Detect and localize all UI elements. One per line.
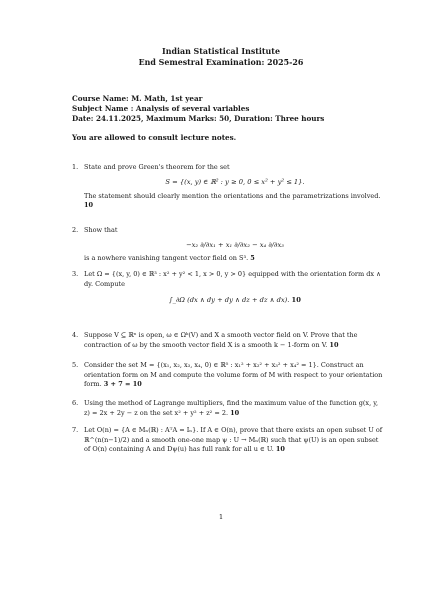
display-math: −x₂ ∂/∂x₁ + x₁ ∂/∂x₂ − x₄ ∂/∂x₃ [186, 240, 284, 249]
question-text: Show that [84, 226, 118, 234]
question-text: Suppose V ⊆ ℝⁿ is open, ω ∈ Ωᵏ(V) and X a smooth vector field on V. Prove that the contraction of ω by the smooth vector field X is a smooth k − 1-form on V. [84, 331, 358, 349]
question-4 [72, 331, 386, 350]
question-marks: 3 + 7 = 10 [103, 380, 142, 389]
question-marks: 5 [250, 253, 255, 262]
question-number: 1. [72, 163, 79, 171]
question-marks: 10 [275, 445, 285, 454]
question-text-2: The statement should clearly mention the orientations and the parametrizations involved. [84, 191, 381, 200]
question-text: Using the method of Lagrange multipliers, find the maximum value of the function g(x, y, z) = 2x + 2y − z on the set x² + y² + z² = 2. [84, 399, 379, 417]
institute-name: Indian Statistical Institute [162, 47, 280, 56]
question-marks: 10 [230, 408, 240, 417]
question-text: State and prove Green's theorem for the set [84, 163, 230, 171]
question-1 [72, 163, 386, 211]
question-3 [72, 270, 386, 306]
question-number: 4. [72, 331, 79, 339]
exam-title: End Semestral Examination: 2025-26 [138, 58, 304, 67]
exam-date: Date: 24.11.2025, Maximum Marks: 50, Duration: Three hours [72, 114, 325, 124]
question-text: Let Ω = {(x, y, 0) ∈ ℝ³ : x² + y² < 1, x > 0, y > 0} equipped with the orientation form dx ∧ dy. Compute [84, 270, 381, 288]
question-5 [72, 361, 386, 390]
question-number: 5. [72, 361, 79, 369]
exam-header [0, 46, 442, 68]
display-math: S = {(x, y) ∈ ℝ² : y ≥ 0, 0 ≤ x² + y² ≤ 1}. [165, 177, 305, 186]
course-name: Course Name: M. Math, 1st year [72, 94, 203, 103]
page-number: 1 [218, 513, 224, 521]
question-marks: 10 [329, 340, 339, 349]
question-7 [72, 426, 386, 455]
question-2 [72, 226, 386, 263]
question-text: Let O(n) = {A ∈ Mₙ(ℝ) : AᵀA = Iₙ}. If A ∈ O(n), prove that there exists an open subset U of ℝ^(n(n−1)/2) and a smooth one-one map ψ : U → Mₙ(ℝ) such that ψ(U) is an open subset of O(n) containing A and Dψ(u) has full rank for all u ∈ U. [84, 426, 383, 454]
consult-notice: You are allowed to consult lecture notes. [72, 133, 237, 142]
question-number: 7. [72, 426, 79, 434]
subject-name: Subject Name : Analysis of several variables [72, 104, 250, 114]
display-math: ∫_∂Ω (dx ∧ dy + dy ∧ dz + dz ∧ dx). [169, 296, 290, 305]
question-text: Consider the set M = {(x₁, x₂, x₃, x₄, 0) ∈ ℝ⁵ : x₁² + x₂² + x₃² + x₄² = 1}. Construct an orientation form on M and compute the volume form of M with respect to your orientation form. [84, 361, 383, 389]
question-marks: 10 [84, 201, 94, 210]
question-text-2: is a nowhere vanishing tangent vector field on S³. [84, 253, 249, 262]
question-number: 3. [72, 270, 79, 278]
question-marks: 10 [291, 296, 301, 305]
question-number: 2. [72, 226, 79, 234]
exam-meta [72, 94, 402, 125]
question-number: 6. [72, 399, 79, 407]
question-6 [72, 399, 386, 418]
